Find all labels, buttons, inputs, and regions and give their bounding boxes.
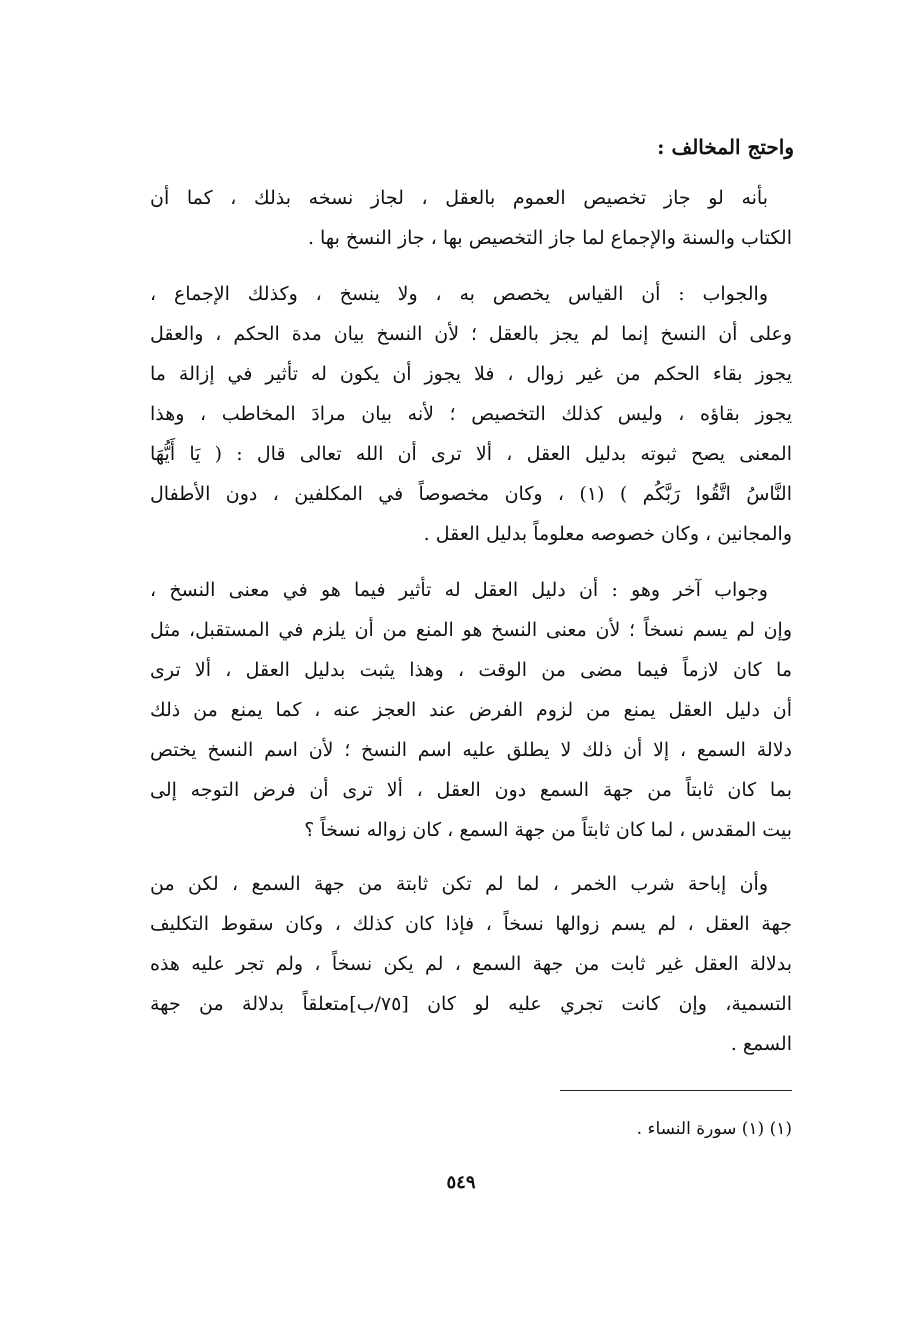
text-line: الكتاب والسنة والإجماع لما جاز التخصيص بها ، جاز النسخ بها . — [307, 227, 792, 249]
text-line: المعنى يصح ثبوته بدليل العقل ، ألا ترى أن الله تعالى قال : ( يَا أَيُّهَا — [150, 443, 792, 465]
text-line: وعلى أن النسخ إنما لم يجز بالعقل ؛ لأن النسخ بيان مدة الحكم ، والعقل — [150, 323, 792, 345]
text-line: أن دليل العقل يمنع من لزوم الفرض عند العجز عنه ، كما يمنع من ذلك — [150, 699, 792, 721]
text-line: جهة العقل ، لم يسم زوالها نسخاً ، فإذا كان كذلك ، وكان سقوط التكليف — [150, 913, 792, 935]
paragraph-4 — [150, 864, 792, 1064]
text-line: وأن إباحة شرب الخمر ، لما لم تكن ثابتة من جهة السمع ، لكن من — [150, 873, 768, 895]
text-line: السمع . — [730, 1033, 792, 1055]
text-line: والجواب : أن القياس يخصص به ، ولا ينسخ ، وكذلك الإجماع ، — [150, 283, 768, 305]
text-line: بدلالة العقل غير ثابت من جهة السمع ، لم يكن نسخاً ، ولم تجر عليه هذه — [150, 953, 792, 975]
page-number: ٥٤٩ — [446, 1172, 476, 1193]
text-line: بما كان ثابتاً من جهة السمع دون العقل ، ألا ترى أن فرض التوجه إلى — [150, 779, 792, 801]
footnote: (١) (١) سورة النساء . — [636, 1119, 792, 1139]
text-line: يجوز بقاؤه ، وليس كذلك التخصيص ؛ لأنه بيان مرادَ المخاطب ، وهذا — [150, 403, 792, 425]
paragraph-3 — [150, 570, 792, 850]
text-line: ما كان لازماً فيما مضى من الوقت ، وهذا يثبت بدليل العقل ، ألا ترى — [150, 659, 792, 681]
text-line: وإن لم يسم نسخاً ؛ لأن معنى النسخ هو المنع من أن يلزم في المستقبل، مثل — [150, 619, 792, 641]
text-line: دلالة السمع ، إلا أن ذلك لا يطلق عليه اسم النسخ ؛ لأن اسم النسخ يختص — [150, 739, 792, 761]
text-line: بيت المقدس ، لما كان ثابتاً من جهة السمع ، كان زواله نسخاً ؟ — [304, 819, 792, 841]
text-line: والمجانين ، وكان خصوصه معلوماً بدليل العقل . — [423, 523, 792, 545]
paragraph-1 — [150, 178, 792, 258]
footnote-divider — [560, 1090, 792, 1091]
section-heading: واحتج المخالف : — [657, 135, 794, 159]
text-line: التسمية، وإن كانت تجري عليه لو كان [٧٥/ب]متعلقاً بدلالة من جهة — [150, 993, 792, 1015]
paragraph-2 — [150, 274, 792, 554]
text-line: بأنه لو جاز تخصيص العموم بالعقل ، لجاز نسخه بذلك ، كما أن — [150, 187, 768, 209]
text-line: يجوز بقاء الحكم من غير زوال ، فلا يجوز أن يكون له تأثير في إزالة ما — [150, 363, 792, 385]
text-line: النَّاسُ اتَّقُوا رَبَّكُم ) (١) ، وكان مخصوصاً في المكلفين ، دون الأطفال — [150, 483, 792, 505]
text-line: وجواب آخر وهو : أن دليل العقل له تأثير فيما هو في معنى النسخ ، — [150, 579, 768, 601]
